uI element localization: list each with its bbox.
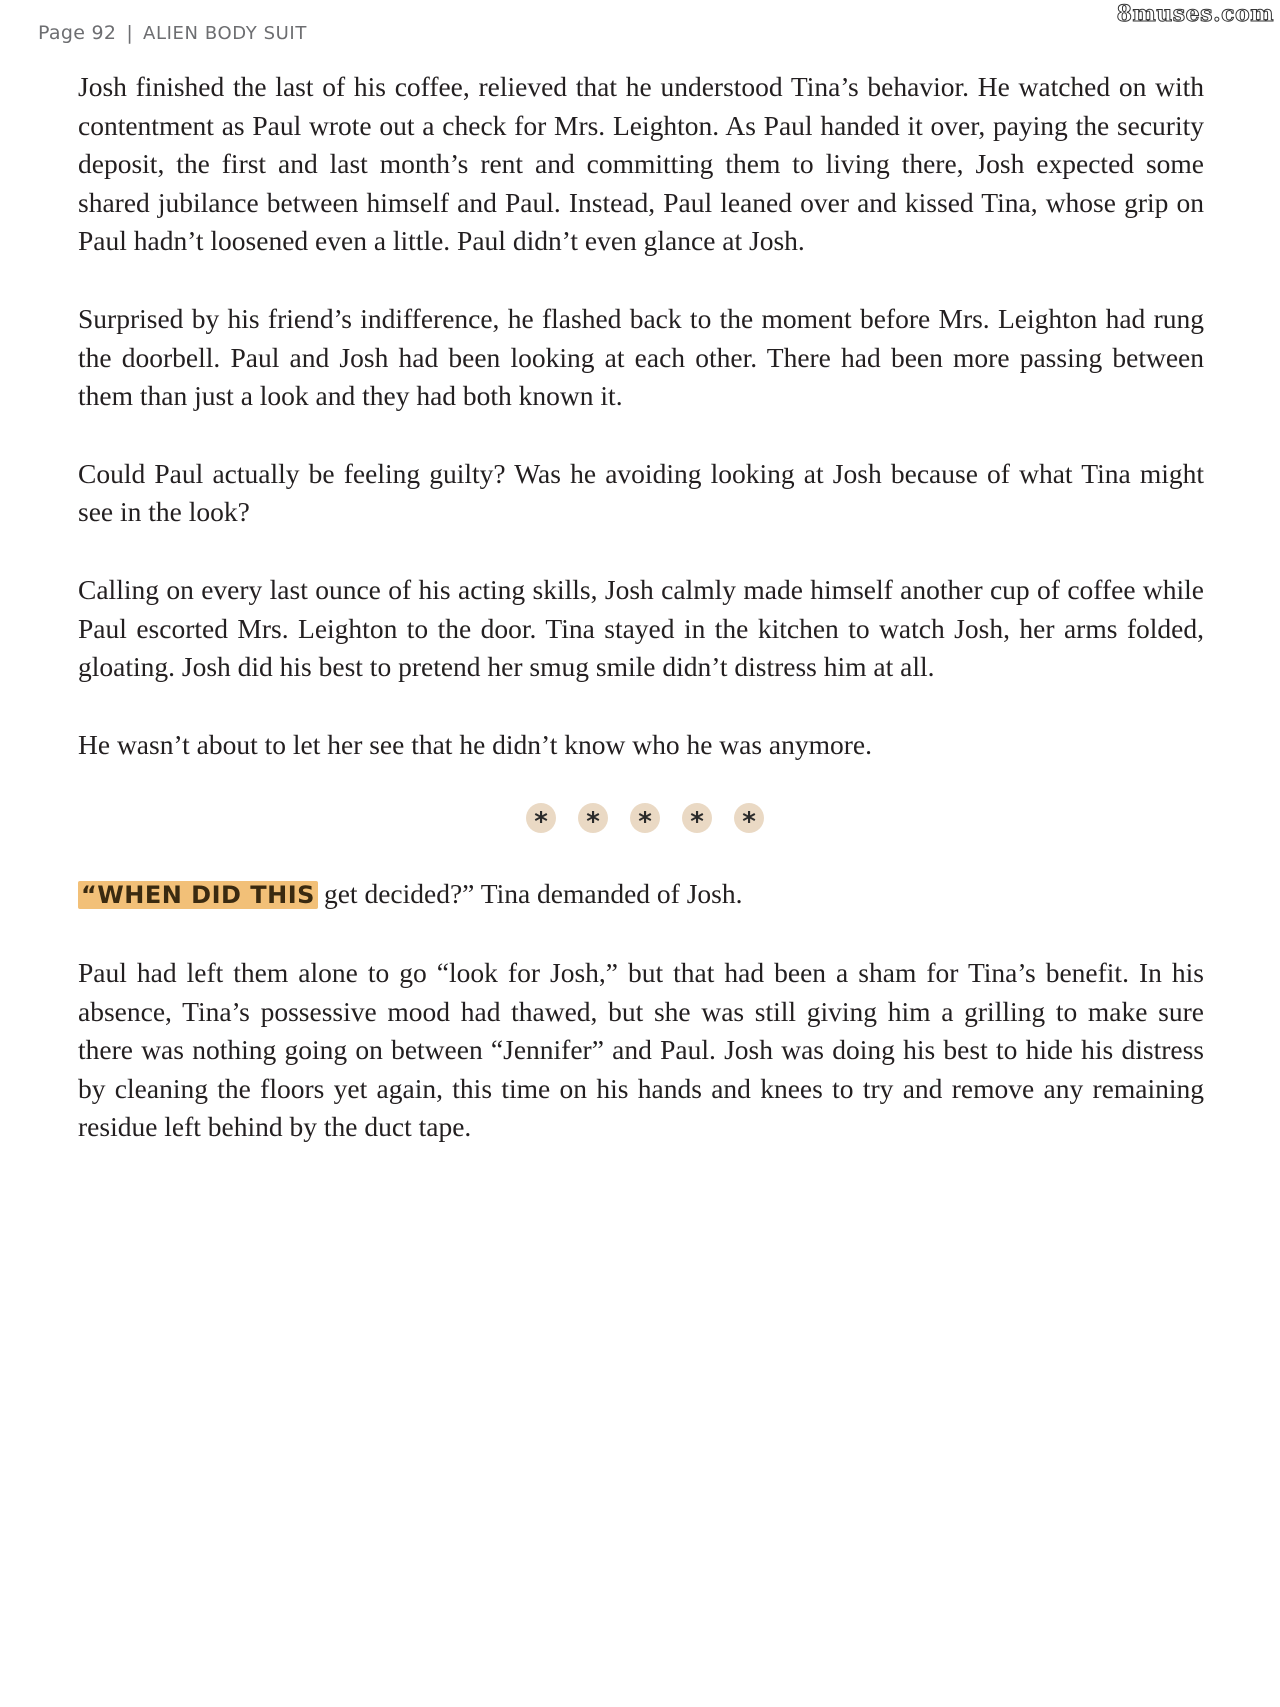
paragraph-2: Surprised by his friend’s indifference, he flashed back to the moment before Mrs. Leighton had rung the doorbell. Paul and Josh had been looking at each other. There had been more passing between them than just a look and they had both known it.	[78, 302, 1204, 412]
chapter-lead-in: “WHEN DID THIS	[78, 881, 318, 909]
scene-break-asterisk-icon: *	[734, 803, 764, 833]
running-header	[38, 22, 307, 44]
scene-2-opening-line	[78, 875, 1204, 915]
paragraph-1: Josh finished the last of his coffee, relieved that he understood Tina’s behavior. He watched on with contentment as Paul wrote out a check for Mrs. Leighton. As Paul handed it over, paying the security deposit, the first and last month’s rent and committing them to living there, Josh expected some shared jubilance between himself and Paul. Instead, Paul leaned over and kissed Tina, whose grip on Paul hadn’t loosened even a little. Paul didn’t even glance at Josh.	[78, 71, 1204, 257]
watermark-logo: 8muses.com	[1116, 1, 1274, 27]
scene-break-asterisk-icon: *	[630, 803, 660, 833]
opening-line-text: get decided?” Tina demanded of Josh.	[323, 878, 743, 910]
page-number: Page 92	[38, 22, 117, 44]
scene-break	[78, 803, 1204, 838]
paragraph-5: He wasn’t about to let her see that he didn’t know who he was anymore.	[78, 728, 872, 760]
paragraph-6: Paul had left them alone to go “look for Josh,” but that had been a sham for Tina’s benefit. In his absence, Tina’s possessive mood had thawed, but she was still giving him a grilling to make sure there was nothing going on between “Jennifer” and Paul. Josh was doing his best to hide his distress by cleaning the floors yet again, this time on his hands and knees to try and remove any remaining residue left behind by the duct tape.	[78, 956, 1204, 1143]
paragraph-3: Could Paul actually be feeling guilty? Was he avoiding looking at Josh because of what Tina might see in the look?	[78, 457, 1204, 528]
scene-break-asterisk-icon: *	[682, 803, 712, 833]
scene-break-asterisk-icon: *	[578, 803, 608, 833]
scene-break-asterisk-icon: *	[526, 803, 556, 833]
paragraph-4: Calling on every last ounce of his acting skills, Josh calmly made himself another cup of coffee while Paul escorted Mrs. Leighton to the door. Tina stayed in the kitchen to watch Josh, her arms folded, gloating. Josh did his best to pretend her smug smile didn’t distress him at all.	[78, 573, 1204, 683]
header-separator: |	[126, 22, 134, 44]
page-body	[78, 68, 1204, 1186]
book-title: ALIEN BODY SUIT	[143, 23, 307, 44]
